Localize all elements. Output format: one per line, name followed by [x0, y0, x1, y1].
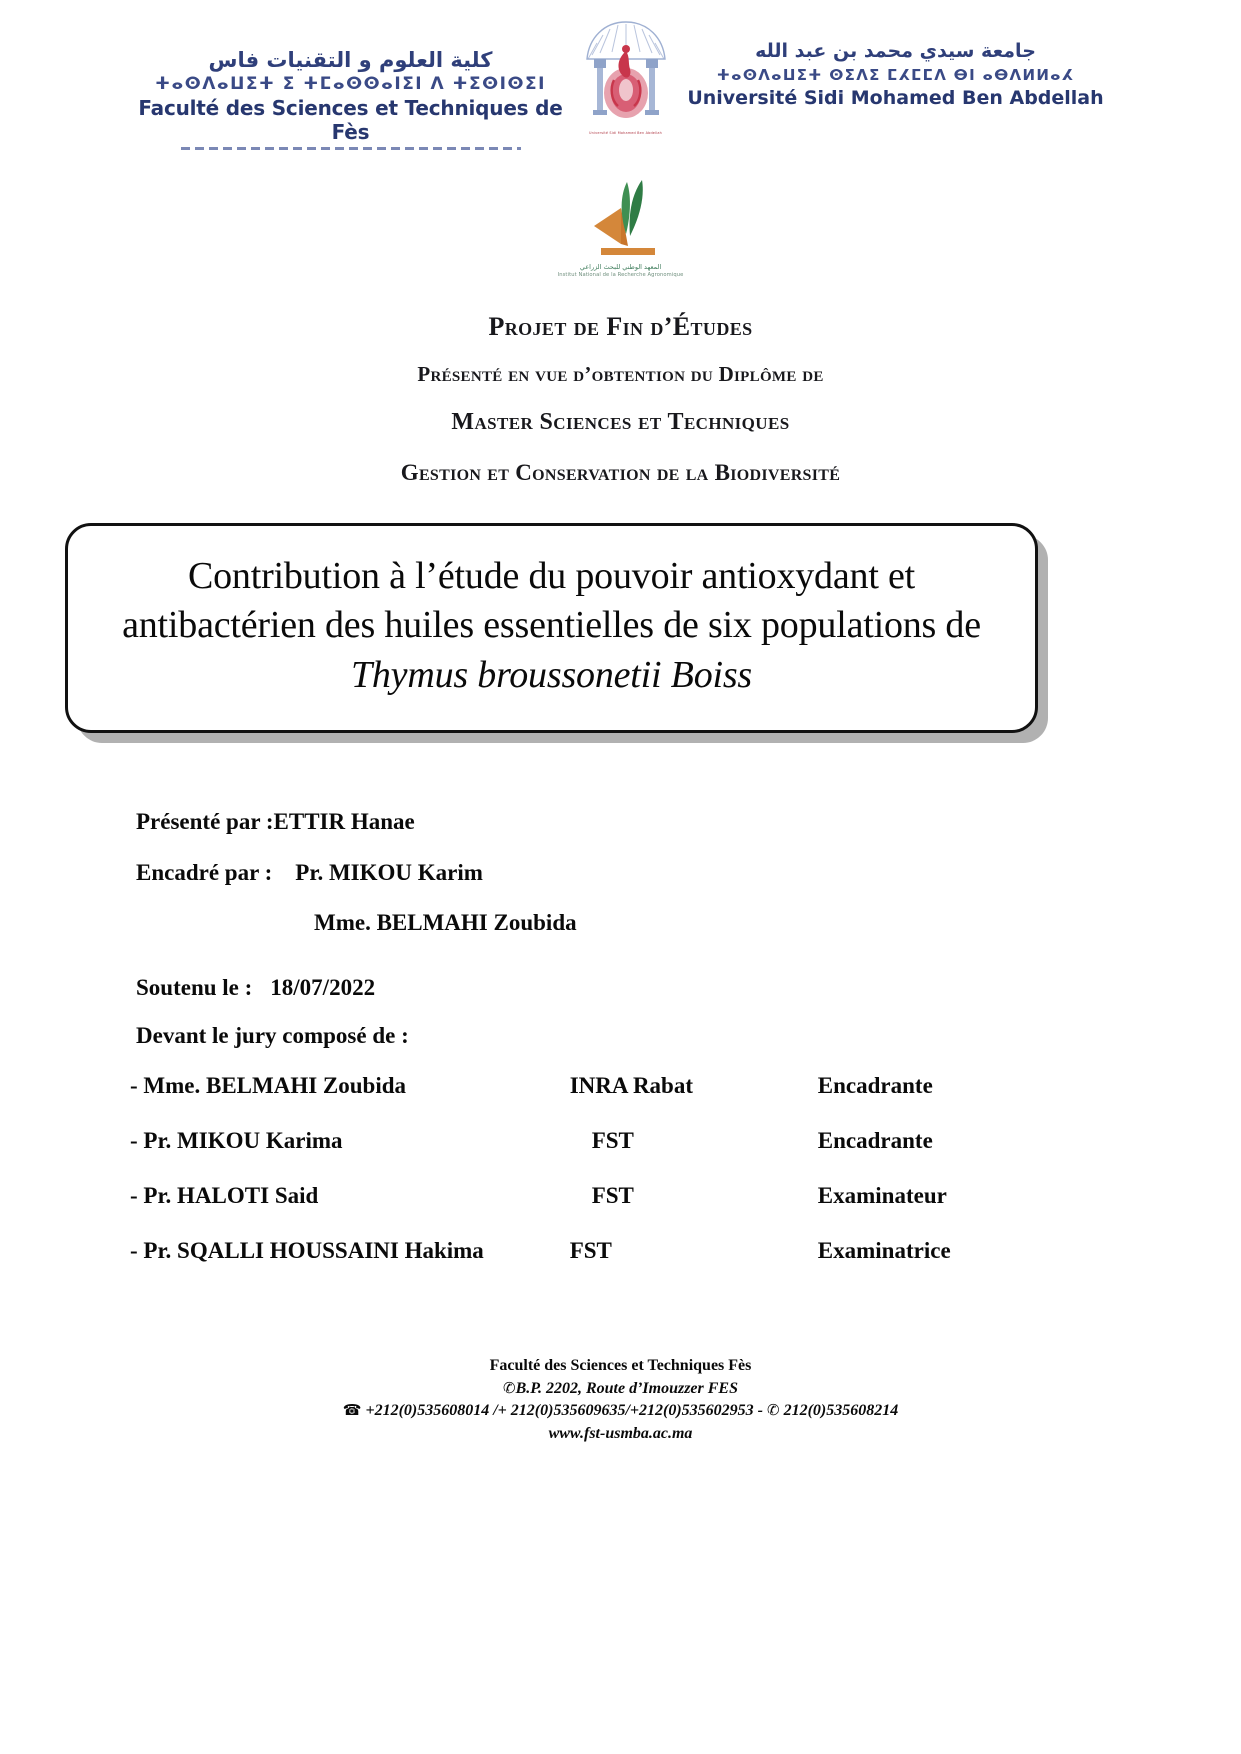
fst-logo-underline-rule [181, 147, 521, 150]
diploma-line-projet: Projet de Fin d’Études [488, 312, 753, 341]
jury-member-affiliation: FST [569, 1238, 612, 1263]
diploma-headings [0, 312, 1241, 486]
fst-logo-arabic-text: كلية العلوم و التقنيات فاس [208, 48, 493, 72]
page-footer [0, 1356, 1241, 1445]
footer-website: www.fst-usmba.ac.ma [548, 1424, 693, 1442]
jury-table [130, 1073, 1090, 1293]
fst-fes-logo [136, 18, 566, 150]
jury-member-affiliation: INRA Rabat [569, 1073, 694, 1098]
footer-address-line [0, 1378, 1241, 1400]
supervised-by-label: Encadré par : [136, 859, 273, 885]
defence-date-label: Soutenu le : [136, 975, 253, 1000]
thesis-title-box [65, 523, 1038, 733]
thesis-title-main: Contribution à l’étude du pouvoir antioxydant et antibactérien des huiles essentielles de six populations de [122, 555, 981, 647]
jury-member-affiliation: FST [591, 1128, 634, 1153]
diploma-line-specialite: Gestion et Conservation de la Biodiversité [400, 460, 841, 485]
inra-caption-french: Institut National de la Recherche Agronomique [557, 272, 684, 279]
jury-member-name: - Mme. BELMAHI Zoubida [130, 1073, 407, 1098]
table-row [130, 1238, 1090, 1293]
usmba-logo-arabic-text: جامعة سيدي محمد بن عبد الله [755, 40, 1036, 62]
diploma-line-master: Master Sciences et Techniques [451, 409, 790, 435]
jury-member-affiliation: FST [591, 1183, 634, 1208]
footer-fax: 212(0)535608214 [783, 1402, 899, 1420]
crest-caption-text: Université Sidi Mohamed Ben Abdellah [588, 130, 663, 135]
table-row [130, 1128, 1090, 1183]
supervised-by-row [136, 859, 1036, 938]
inra-logo-icon [546, 170, 696, 261]
presented-by-row [136, 808, 1036, 837]
jury-member-role: Examinateur [817, 1183, 947, 1208]
presented-by-value: ETTIR Hanae [273, 809, 415, 834]
jury-member-name: - Pr. MIKOU Karima [130, 1128, 343, 1153]
defence-date-row [136, 975, 1086, 1001]
table-row [130, 1073, 1090, 1128]
inra-caption-arabic: المعهد الوطني للبحث الزراعي [579, 263, 662, 271]
thesis-title [102, 552, 1001, 700]
fax-icon: ✆ [503, 1378, 516, 1397]
jury-member-name: - Pr. SQALLI HOUSSAINI Hakima [130, 1238, 484, 1263]
author-supervisors-block [136, 808, 1036, 959]
defence-date-value: 18/07/2022 [270, 975, 376, 1000]
footer-address: B.P. 2202, Route d’Imouzzer FES [515, 1379, 738, 1397]
usmba-logo [686, 18, 1106, 110]
footer-phones: +212(0)535608014 /+ 212(0)535609635/+212(0)535602953 - [365, 1402, 763, 1420]
usmba-crest-icon [580, 18, 672, 136]
footer-institution: Faculté des Sciences et Techniques Fès [489, 1357, 752, 1374]
jury-member-role: Examinatrice [817, 1238, 951, 1263]
diploma-line-presente: Présenté en vue d’obtention du Diplôme de [417, 362, 824, 386]
supervisor-2: Mme. BELMAHI Zoubida [314, 909, 577, 935]
thesis-title-species: Thymus broussonetii Boiss [350, 653, 753, 696]
defence-block [136, 975, 1086, 1071]
telephone-icon: ☎ [342, 1401, 362, 1420]
supervisor-1: Pr. MIKOU Karim [295, 859, 483, 885]
jury-member-name: - Pr. HALOTI Said [130, 1183, 319, 1208]
fst-logo-tifinagh-text: ⵜⴰⵙⴷⴰⵡⵉⵜ ⵉ ⵜⵎⴰⵙⵙⴰⵏⵉⵏ ⴷ ⵜⵉⵙⵏⵙⵉⵏ [155, 74, 546, 95]
usmba-logo-french-text: Université Sidi Mohamed Ben Abdellah [687, 86, 1104, 109]
jury-intro-label: Devant le jury composé de : [136, 1023, 409, 1048]
fax-icon: ✆ [767, 1401, 780, 1420]
table-row [130, 1183, 1090, 1238]
header-logos [0, 18, 1241, 148]
usmba-logo-tifinagh-text: ⵜⴰⵙⴷⴰⵡⵉⵜ ⵙⵉⴷⵉ ⵎⵃⵎⵎⴷ ⴱⵏ ⴰⴱⴷⵍⵍⴰⵃ [716, 65, 1075, 84]
jury-member-role: Encadrante [817, 1128, 933, 1153]
footer-contact-line [0, 1400, 1241, 1422]
presented-by-label: Présenté par : [136, 809, 274, 834]
fst-logo-french-text: Faculté des Sciences et Techniques de Fès [138, 95, 563, 144]
inra-logo-block [0, 170, 1241, 280]
jury-member-role: Encadrante [817, 1073, 933, 1098]
